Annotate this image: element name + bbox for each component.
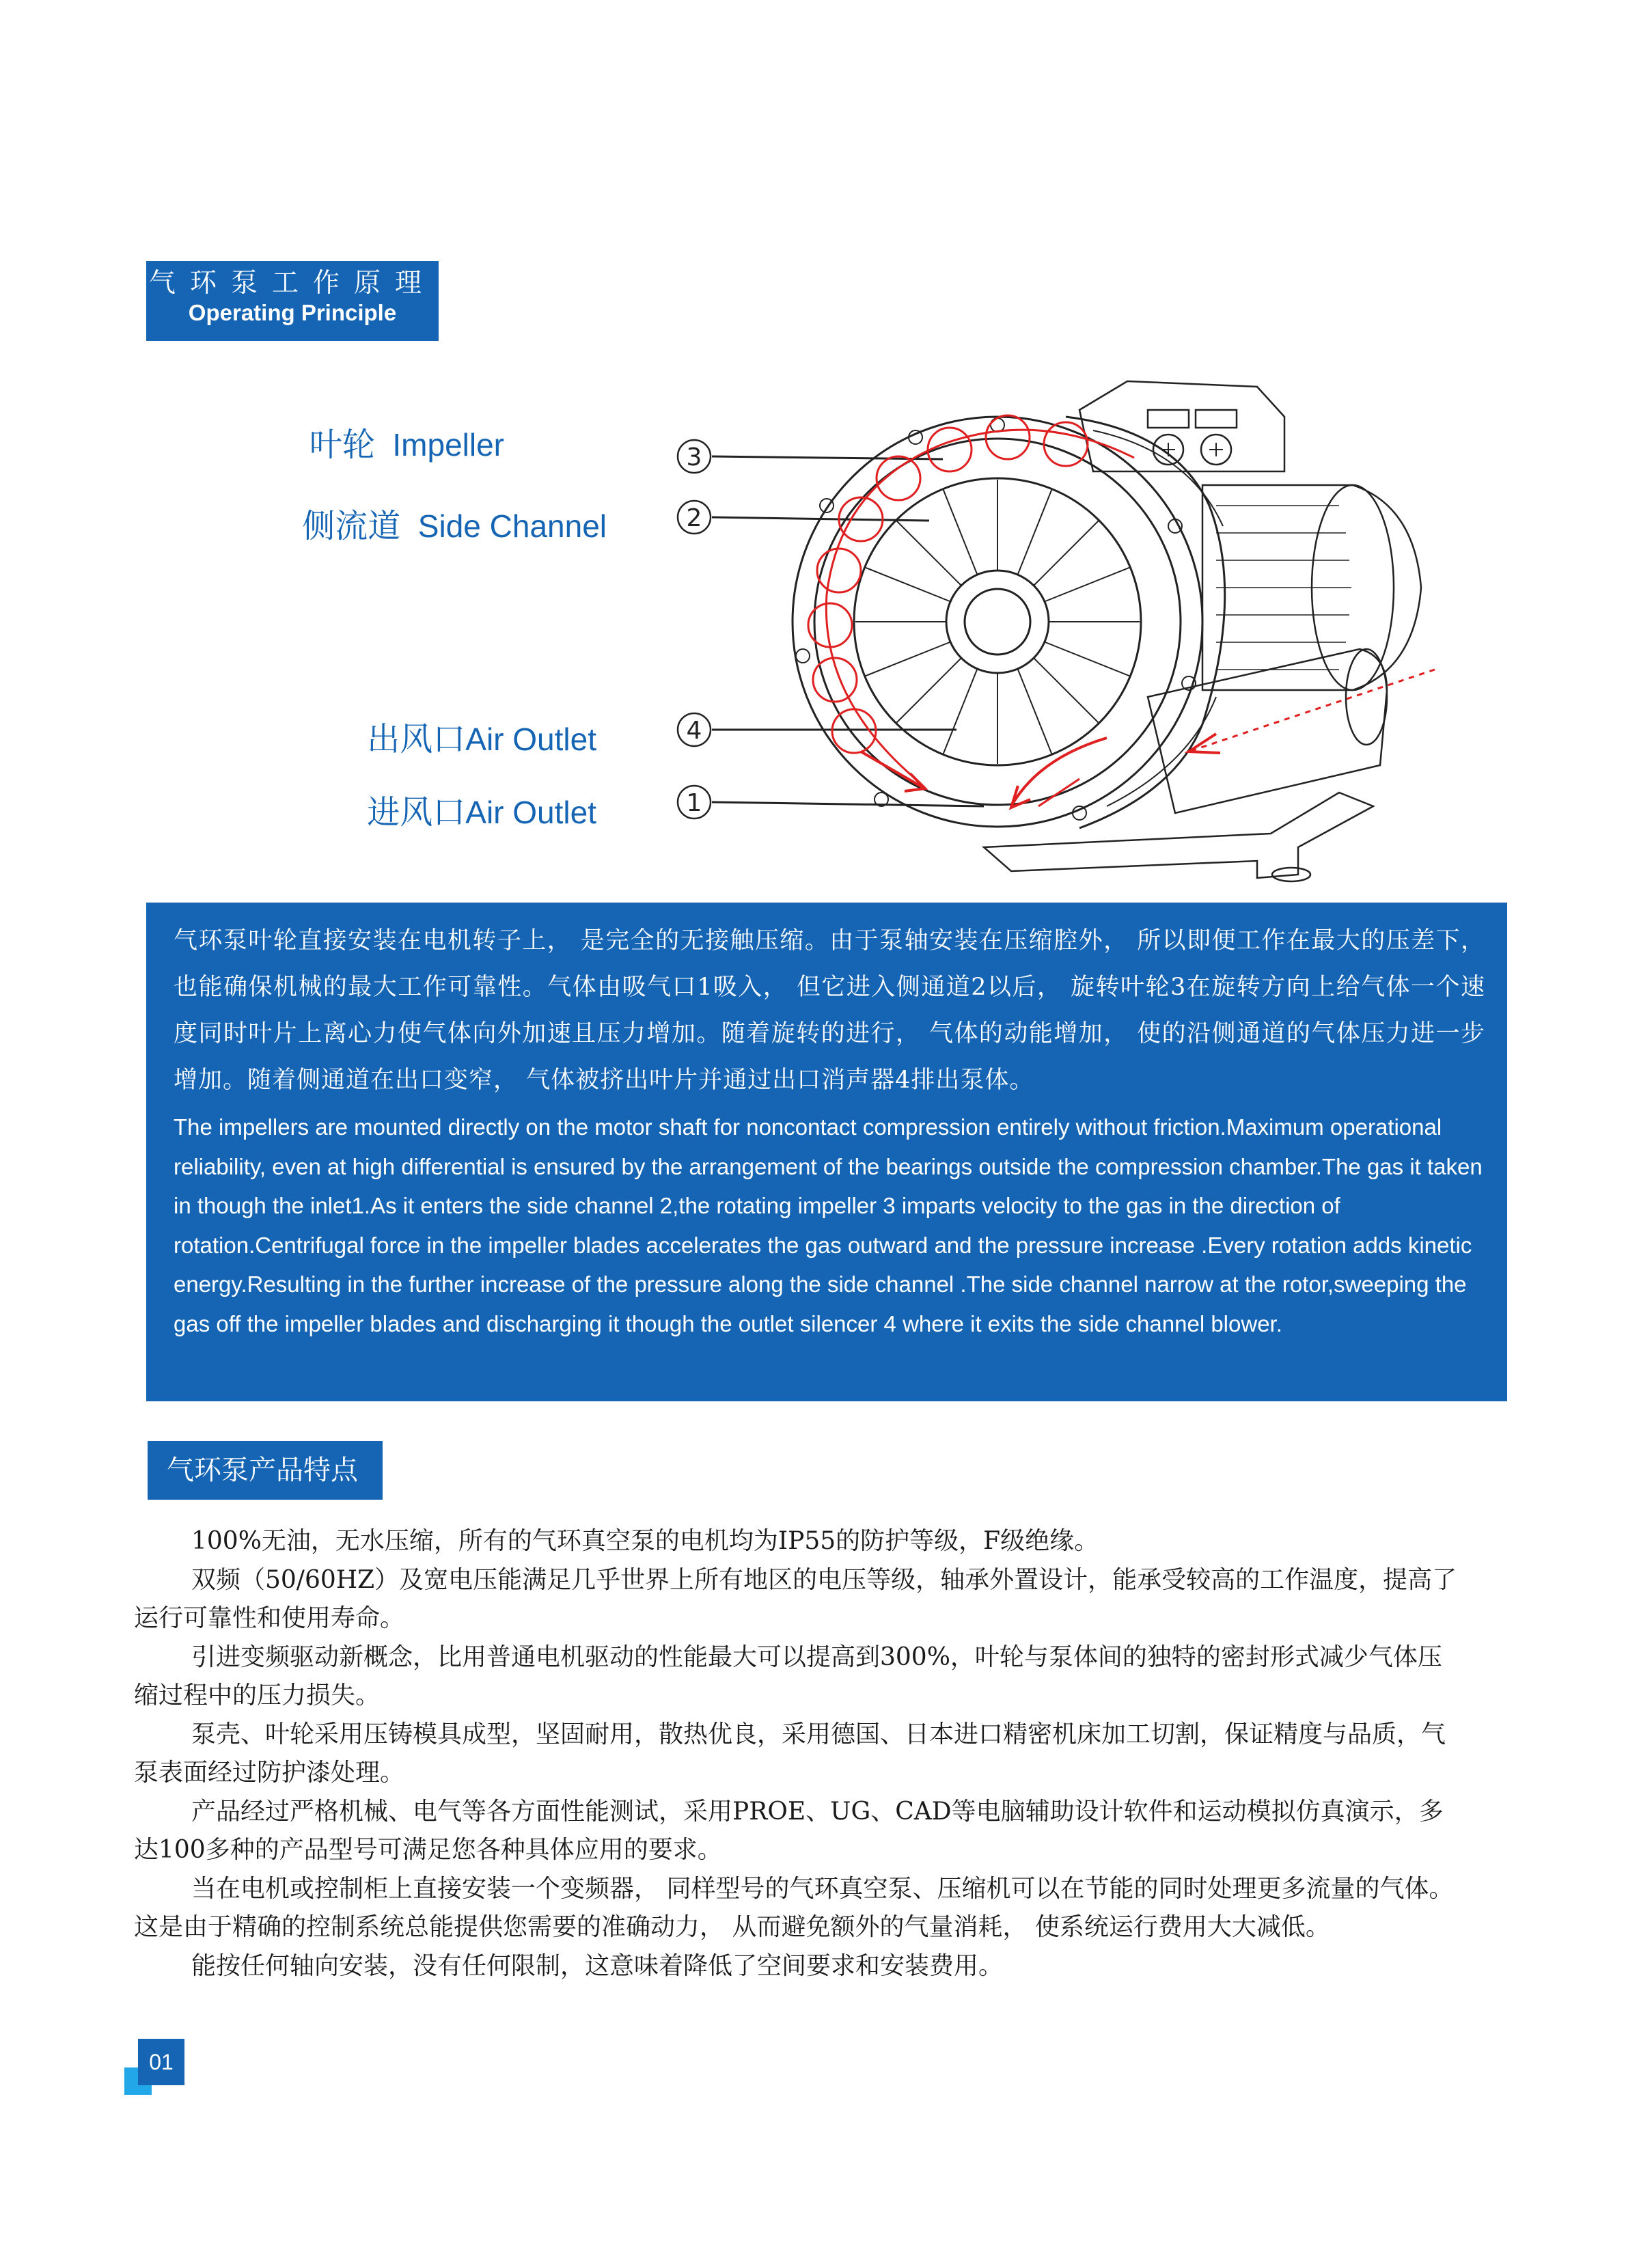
silencer [1148, 649, 1387, 813]
callout-en: Impeller [392, 427, 504, 463]
callout-en: Air Outlet [465, 721, 596, 757]
callout-en: Side Channel [417, 508, 607, 544]
callout-en: Air Outlet [465, 795, 596, 830]
base-foot [984, 793, 1373, 881]
impeller-spokes [855, 480, 1140, 764]
callout-impeller [309, 418, 504, 465]
feature-paragraph: 引进变频驱动新概念，比用普通电机驱动的性能最大可以提高到300%，叶轮与泵体间的独特的密封形式减少气体压缩过程中的压力损失。 [134, 1643, 1442, 1709]
description-en: The impellers are mounted directly on the motor shaft for noncontact compression entirely without friction.Maximum operational reliability, even at high differential is ensured by the arrangement of the bearings outside the compression chamber.The gas it taken in though the inlet1.As it enters the side channel 2,the rotating impeller 3 imparts velocity to the gas in the direction of rotation.Centrifugal force in the impeller blades accelerates the gas outward and the pressure increase .Every rotation adds kinetic energy.Resulting in the further increase of the pressure along the side channel .The side channel narrow at the rotor,sweeping the gas off the impeller blades and discharging it though the outlet silencer 4 where it exits the side channel blower. [174, 1114, 1483, 1336]
feature-paragraph: 能按任何轴向安装，没有任何限制，这意味着降低了空间要求和安装费用。 [191, 1951, 1004, 1980]
callout-air-outlet [367, 713, 596, 760]
section-title-operating-principle [146, 261, 439, 341]
callout-air-inlet [367, 786, 596, 833]
marker-1 [678, 786, 984, 819]
svg-text:4: 4 [686, 717, 702, 745]
blower-diagram [656, 369, 1489, 888]
features-list [134, 1522, 1459, 1985]
section-title-features: 气环泵产品特点 [148, 1441, 383, 1500]
flow-arrows [808, 415, 1435, 808]
page-number-badge [124, 2039, 186, 2100]
feature-paragraph: 100%无油，无水压缩，所有的气环真空泵的电机均为IP55的防护等级，F级绝缘。 [191, 1527, 1099, 1555]
section-title-zh: 气环泵工作原理 [148, 268, 436, 299]
section-title-en: Operating Principle [188, 300, 397, 325]
page-number: 01 [138, 2039, 184, 2085]
callout-side-channel [302, 499, 607, 547]
svg-text:1: 1 [686, 789, 702, 817]
feature-paragraph: 泵壳、叶轮采用压铸模具成型，坚固耐用，散热优良，采用德国、日本进口精密机床加工切割，保证精度与品质，气泵表面经过防护漆处理。 [134, 1720, 1446, 1787]
feature-paragraph: 双频（50/60HZ）及宽电压能满足几乎世界上所有地区的电压等级，轴承外置设计，能承受较高的工作温度，提高了运行可靠性和使用寿命。 [134, 1565, 1457, 1632]
callout-zh: 叶轮 [309, 426, 375, 464]
callout-zh: 侧流道 [302, 507, 401, 545]
marker-2 [678, 501, 929, 534]
description-box [146, 903, 1507, 1401]
callout-zh: 进风口 [367, 793, 466, 831]
feature-paragraph: 当在电机或控制柜上直接安装一个变频器， 同样型号的气环真空泵、压缩机可以在节能的同时处理更多流量的气体。这是由于精确的控制系统总能提供您需要的准确动力， 从而避免额外的气量消耗， 使系统运行费用大大减低。 [134, 1874, 1454, 1941]
svg-text:2: 2 [686, 504, 702, 532]
svg-text:3: 3 [686, 443, 702, 471]
description-zh: 气环泵叶轮直接安装在电机转子上， 是完全的无接触压缩。由于泵轴安装在压缩腔外， 所以即便工作在最大的压差下， 也能确保机械的最大工作可靠性。气体由吸气口1吸入， 但它进入侧通道2以后， 旋转叶轮3在旋转方向上给气体一个速度同时叶片上离心力使气体向外加速且压力增加。随着旋转的进行， 气体的动能增加， 使的沿侧通道的气体压力进一步增加。随着侧通道在出口变窄， 气体被挤出叶片并通过出口消声器4排出泵体。 [174, 927, 1485, 1094]
callout-zh: 出风口 [367, 720, 466, 758]
feature-paragraph: 产品经过严格机械、电气等各方面性能测试，采用PROE、UG、CAD等电脑辅助设计软件和运动模拟仿真演示，多达100多种的产品型号可满足您各种具体应用的要求。 [134, 1797, 1444, 1864]
